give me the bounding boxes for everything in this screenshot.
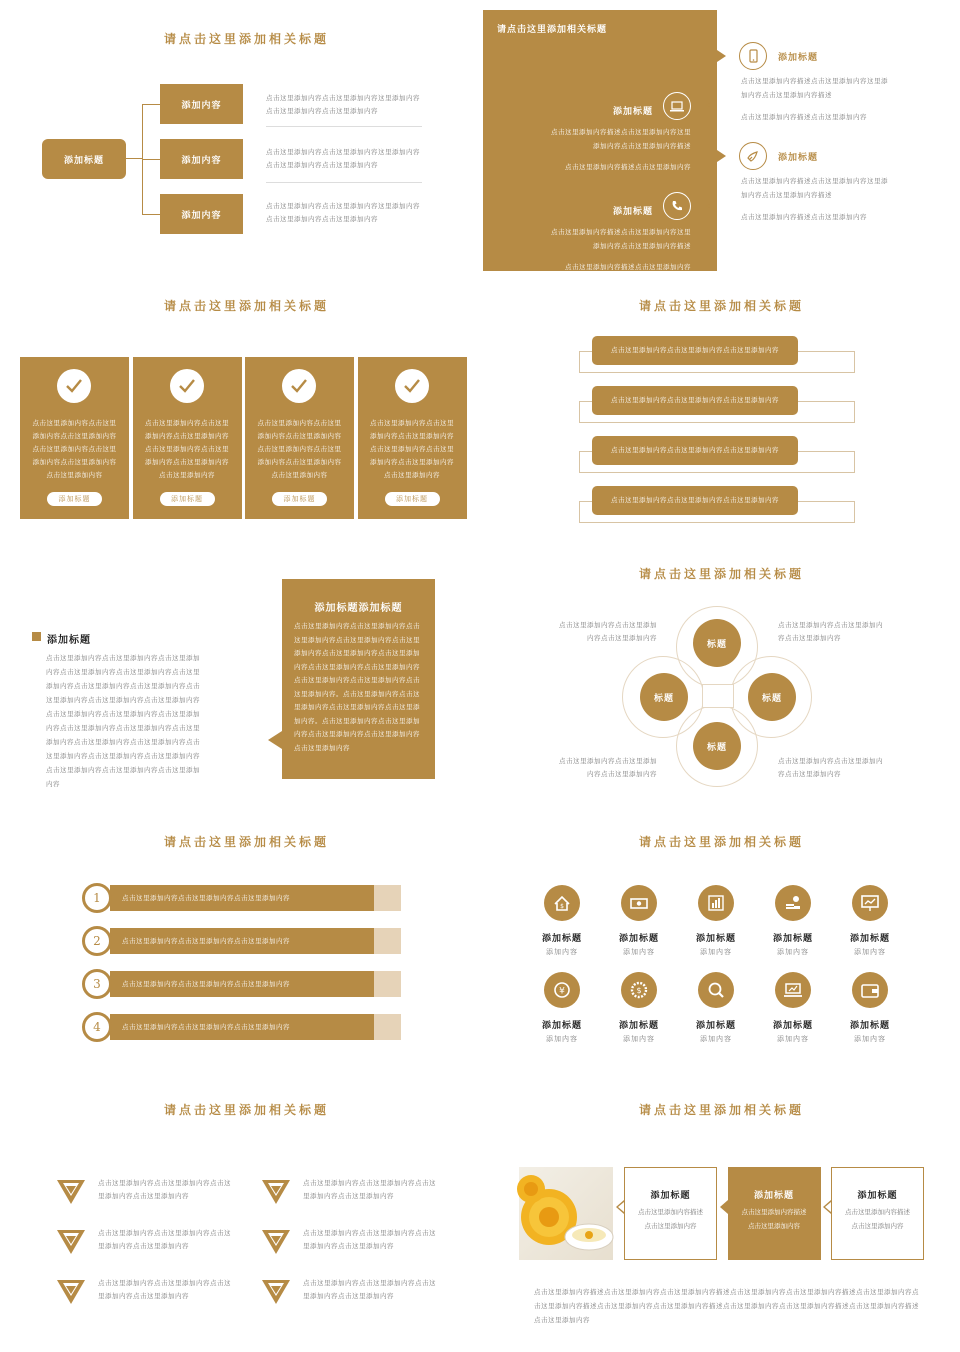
connector bbox=[142, 214, 160, 215]
wallet-icon bbox=[852, 972, 888, 1008]
branch-text: 点击这里添加内容点击这里添加内容这里添加内容点击这里添加内容点击这里添加内容 bbox=[266, 148, 420, 169]
divider bbox=[266, 126, 422, 127]
pointer-arrow bbox=[268, 731, 282, 749]
ribbon-bar: 点击这里添加内容点击这里添加内容点击这里添加内容 bbox=[592, 386, 798, 415]
money-icon bbox=[621, 885, 657, 921]
connector bbox=[126, 158, 142, 159]
panel-item-line: 点击这里添加内容描述点击这里添加内容 bbox=[565, 263, 691, 271]
circle-label bbox=[748, 673, 796, 721]
right-item-line: 点击这里添加内容描述点击这里添加内容这里添 bbox=[741, 77, 888, 85]
check-card bbox=[133, 357, 242, 519]
box-title: 添加标题添加标题 bbox=[314, 603, 403, 614]
panel-item-line: 点击这里添加内容描述点击这里添加内容这里 bbox=[551, 128, 691, 136]
dollar-gear-icon bbox=[621, 972, 657, 1008]
bar-text: 点击这里添加内容点击这里添加内容点击这里添加内容 bbox=[122, 936, 290, 945]
check-icon bbox=[395, 369, 429, 403]
slide-title: 请点击这里添加相关标题 bbox=[639, 299, 805, 313]
grid-item-sub: 添加内容 bbox=[854, 948, 886, 956]
grid-item-sub: 添加内容 bbox=[777, 1035, 809, 1043]
right-item-line: 点击这里添加内容描述点击这里添加内容 bbox=[741, 213, 867, 221]
slide-title: 请点击这里添加相关标题 bbox=[639, 1103, 805, 1117]
circle-text: 标题 bbox=[706, 639, 727, 650]
pointer-arrow bbox=[706, 99, 717, 111]
info-box bbox=[831, 1167, 924, 1260]
box-text: 点击这里添加内容描述点击这里添加内容 bbox=[845, 1208, 910, 1230]
triangle-text: 点击这里添加内容点击这里添加内容点击这里添加内容点击这里添加内容 bbox=[303, 1279, 436, 1300]
flower-photo bbox=[519, 1167, 613, 1260]
center-diamond bbox=[702, 684, 734, 708]
ribbon-outline bbox=[798, 501, 855, 502]
right-item-title: 添加标题 bbox=[778, 153, 819, 163]
box-paragraph: 点击这里添加内容点击这里添加内容点击这里添加内容点击这里添加内容点击这里添加内容点击这里添加内容点击这里添加内容点击这里添加内容点击这里添加内容点击这里添加内容点击这里添加内容点击这里添加内容。点击这里添加内容点击这里添加内容点击这里添加内容点击这里添加内容。点击这里添加内容点击这里添加内容点击这里添加内容点击这里添加内容点击这里添加内容 bbox=[294, 622, 420, 752]
check-icon bbox=[282, 369, 316, 403]
bar-end bbox=[374, 885, 401, 911]
card-button[interactable]: 添加标题 bbox=[272, 492, 327, 506]
check-card bbox=[20, 357, 129, 519]
branch-text: 点击这里添加内容点击这里添加内容这里添加内容点击这里添加内容点击这里添加内容 bbox=[266, 202, 420, 223]
ribbon-outline bbox=[798, 401, 855, 402]
slide-title: 请点击这里添加相关标题 bbox=[639, 567, 805, 581]
circle-label bbox=[693, 619, 741, 667]
card-button[interactable]: 添加标题 bbox=[160, 492, 215, 506]
branch-text: 点击这里添加内容点击这里添加内容这里添加内容点击这里添加内容点击这里添加内容 bbox=[266, 94, 420, 115]
ribbon-bar: 点击这里添加内容点击这里添加内容点击这里添加内容 bbox=[592, 336, 798, 365]
triangle-core bbox=[271, 1236, 281, 1244]
pointer-arrow bbox=[717, 50, 726, 62]
panel-item-line: 点击这里添加内容描述点击这里添加内容这里 bbox=[551, 228, 691, 236]
ribbon-outline bbox=[579, 401, 592, 402]
triangle-core bbox=[66, 1186, 76, 1194]
card-text: 点击这里添加内容点击这里添加内容点击这里添加内容点击这里添加内容点击这里添加内容点击这里添加内容点击这里添加内容 bbox=[370, 419, 454, 479]
triangle-text: 点击这里添加内容点击这里添加内容点击这里添加内容点击这里添加内容 bbox=[98, 1229, 231, 1250]
gold-panel bbox=[483, 10, 717, 271]
triangle-core bbox=[271, 1286, 281, 1294]
slide-title: 请点击这里添加相关标题 bbox=[164, 835, 330, 849]
slide-title: 请点击这里添加相关标题 bbox=[639, 835, 805, 849]
grid-item-title: 添加标题 bbox=[618, 934, 659, 944]
right-item-line: 加内容点击这里添加内容描述 bbox=[741, 191, 832, 199]
number-badge: 4 bbox=[82, 1012, 112, 1042]
circle-text: 标题 bbox=[761, 693, 782, 704]
tree-root bbox=[42, 139, 126, 179]
svg-text:$: $ bbox=[560, 903, 564, 910]
number-badge: 3 bbox=[82, 969, 112, 999]
grid-item-sub: 添加内容 bbox=[546, 948, 578, 956]
bullet-square bbox=[32, 632, 41, 641]
grid-item-sub: 添加内容 bbox=[854, 1035, 886, 1043]
pointer-arrow-inner bbox=[722, 1202, 728, 1212]
box-title: 添加标题 bbox=[857, 1191, 898, 1201]
ribbon-bar: 点击这里添加内容点击这里添加内容点击这里添加内容 bbox=[592, 486, 798, 515]
triangle-core bbox=[66, 1286, 76, 1294]
grid-item-title: 添加标题 bbox=[772, 1021, 813, 1031]
circle-text: 标题 bbox=[706, 742, 727, 753]
card-text: 点击这里添加内容点击这里添加内容点击这里添加内容点击这里添加内容点击这里添加内容点击这里添加内容点击这里添加内容 bbox=[32, 419, 117, 479]
circle-caption: 点击这里添加内容点击这里添加内容点击这里添加内容 bbox=[778, 621, 883, 642]
ribbon-outline bbox=[579, 451, 592, 452]
bar-text: 点击这里添加内容点击这里添加内容点击这里添加内容 bbox=[122, 893, 290, 902]
ribbon-outline bbox=[579, 351, 592, 352]
right-item-title: 添加标题 bbox=[778, 53, 819, 63]
ribbon-outline bbox=[798, 351, 855, 352]
left-paragraph: 点击这里添加内容点击这里添加内容点击这里添加内容点击这里添加内容点击这里添加内容点击这里添加内容点击这里添加内容点击这里添加内容点击这里添加内容点击这里添加内容点击这里添加内容点击这里添加内容点击这里添加内容点击这里添加内容点击这里添加内容点击这里添加内容点击这里添加内容点击这里添加内容点击这里添加内容点击这里添加内容点击这里添加内容点击这里添加内容点击这里添加内容点击这里添加内容点击这里添加内容 bbox=[46, 654, 200, 788]
grid-item-sub: 添加内容 bbox=[700, 948, 732, 956]
box-text: 点击这里添加内容描述点击这里添加内容 bbox=[741, 1208, 807, 1230]
grid-item-title: 添加标题 bbox=[618, 1021, 659, 1031]
grid-item-sub: 添加内容 bbox=[700, 1035, 732, 1043]
mobile-icon bbox=[739, 42, 767, 70]
connector bbox=[142, 104, 160, 105]
left-title: 添加标题 bbox=[47, 635, 91, 646]
content-box bbox=[282, 579, 435, 779]
pointer-arrow bbox=[717, 150, 726, 162]
grid-item-sub: 添加内容 bbox=[777, 948, 809, 956]
triangle-text: 点击这里添加内容点击这里添加内容点击这里添加内容点击这里添加内容 bbox=[303, 1179, 436, 1200]
svg-text:$: $ bbox=[636, 986, 642, 995]
check-icon bbox=[57, 369, 91, 403]
bar-end bbox=[374, 928, 401, 954]
card-text: 点击这里添加内容点击这里添加内容点击这里添加内容点击这里添加内容点击这里添加内容点击这里添加内容点击这里添加内容 bbox=[145, 419, 229, 479]
bar-chart-icon bbox=[698, 885, 734, 921]
grid-item-title: 添加标题 bbox=[541, 934, 582, 944]
circle-text: 标题 bbox=[653, 693, 674, 704]
tree-branch bbox=[160, 194, 243, 234]
slide-title: 请点击这里添加相关标题 bbox=[164, 299, 330, 313]
triangle-core bbox=[271, 1186, 281, 1194]
tree-branch bbox=[160, 84, 243, 124]
bar-end bbox=[374, 971, 401, 997]
slide-title: 请点击这里添加相关标题 bbox=[164, 1103, 330, 1117]
grid-item-title: 添加标题 bbox=[695, 934, 736, 944]
footer-text: 点击这里添加内容描述点击这里添加内容点击这里添加内容描述点击这里添加内容点击这里添加内容描述点击这里添加内容点击这里添加内容描述点击这里添加内容点击这里添加内容描述点击这里添加内容点击这里添加内容描述点击这里添加内容描述点击这里添加内容 bbox=[534, 1288, 919, 1324]
right-item-line: 点击这里添加内容描述点击这里添加内容 bbox=[741, 113, 867, 121]
tree-root-label: 添加标题 bbox=[63, 155, 104, 166]
grid-item-sub: 添加内容 bbox=[623, 1035, 655, 1043]
grid-item-sub: 添加内容 bbox=[546, 1035, 578, 1043]
rocket-icon bbox=[739, 142, 767, 170]
branch-label: 添加内容 bbox=[181, 155, 222, 166]
circle-label bbox=[693, 722, 741, 770]
presentation-icon bbox=[852, 885, 888, 921]
tree-branch bbox=[160, 139, 243, 179]
panel-item-title: 添加标题 bbox=[612, 107, 653, 117]
branch-label: 添加内容 bbox=[181, 100, 222, 111]
slide-title: 请点击这里添加相关标题 bbox=[164, 32, 330, 46]
panel-item-line: 点击这里添加内容描述点击这里添加内容 bbox=[565, 163, 691, 171]
triangle-text: 点击这里添加内容点击这里添加内容点击这里添加内容点击这里添加内容 bbox=[98, 1179, 231, 1200]
bar-end bbox=[374, 1014, 401, 1040]
circle-label bbox=[640, 673, 688, 721]
pointer-arrow-inner bbox=[825, 1202, 831, 1212]
grid-item-sub: 添加内容 bbox=[623, 948, 655, 956]
box-text: 点击这里添加内容描述点击这里添加内容 bbox=[638, 1208, 703, 1230]
card-text: 点击这里添加内容点击这里添加内容点击这里添加内容点击这里添加内容点击这里添加内容点击这里添加内容点击这里添加内容 bbox=[257, 419, 342, 479]
box-title: 添加标题 bbox=[650, 1191, 691, 1201]
info-box bbox=[728, 1167, 821, 1260]
box-title: 添加标题 bbox=[753, 1191, 794, 1201]
grid-item-title: 添加标题 bbox=[772, 934, 813, 944]
triangle-text: 点击这里添加内容点击这里添加内容点击这里添加内容点击这里添加内容 bbox=[98, 1279, 231, 1300]
laptop-chart-icon bbox=[775, 972, 811, 1008]
divider bbox=[266, 182, 422, 183]
grid-item-title: 添加标题 bbox=[541, 1021, 582, 1031]
panel-item-line: 添加内容点击这里添加内容描述 bbox=[593, 142, 691, 150]
number-badge: 1 bbox=[82, 883, 112, 913]
check-icon bbox=[170, 369, 204, 403]
panel-item-line: 添加内容点击这里添加内容描述 bbox=[593, 242, 691, 250]
circle-caption: 点击这里添加内容点击这里添加内容点击这里添加内容 bbox=[778, 757, 883, 778]
laptop-icon bbox=[663, 92, 691, 120]
circle-caption: 点击这里添加内容点击这里添加内容点击这里添加内容 bbox=[559, 621, 657, 642]
grid-item-title: 添加标题 bbox=[695, 1021, 736, 1031]
ribbon-outline bbox=[579, 501, 592, 502]
ribbon-outline bbox=[798, 451, 855, 452]
panel-title: 请点击这里添加相关标题 bbox=[497, 25, 608, 35]
check-card bbox=[245, 357, 354, 519]
house-dollar-icon bbox=[544, 885, 580, 921]
info-box bbox=[624, 1167, 717, 1260]
connector bbox=[142, 159, 160, 160]
number-badge: 2 bbox=[82, 926, 112, 956]
right-item-line: 点击这里添加内容描述点击这里添加内容这里添 bbox=[741, 177, 888, 185]
coins-icon bbox=[775, 885, 811, 921]
right-item-line: 加内容点击这里添加内容描述 bbox=[741, 91, 832, 99]
svg-text:¥: ¥ bbox=[559, 986, 565, 997]
panel-item-title: 添加标题 bbox=[612, 207, 653, 217]
ribbon-bar: 点击这里添加内容点击这里添加内容点击这里添加内容 bbox=[592, 436, 798, 465]
triangle-text: 点击这里添加内容点击这里添加内容点击这里添加内容点击这里添加内容 bbox=[303, 1229, 436, 1250]
check-card bbox=[358, 357, 467, 519]
branch-label: 添加内容 bbox=[181, 210, 222, 221]
phone-icon bbox=[663, 192, 691, 220]
circle-caption: 点击这里添加内容点击这里添加内容点击这里添加内容 bbox=[559, 757, 657, 778]
pointer-arrow-inner bbox=[618, 1202, 624, 1212]
triangle-core bbox=[66, 1236, 76, 1244]
pointer-arrow bbox=[706, 200, 717, 212]
bar-text: 点击这里添加内容点击这里添加内容点击这里添加内容 bbox=[122, 979, 290, 988]
grid-item-title: 添加标题 bbox=[849, 934, 890, 944]
yen-icon bbox=[544, 972, 580, 1008]
bar-text: 点击这里添加内容点击这里添加内容点击这里添加内容 bbox=[122, 1022, 290, 1031]
grid-item-title: 添加标题 bbox=[849, 1021, 890, 1031]
card-button[interactable]: 添加标题 bbox=[385, 492, 440, 506]
magnifier-icon bbox=[698, 972, 734, 1008]
card-button[interactable]: 添加标题 bbox=[47, 492, 102, 506]
